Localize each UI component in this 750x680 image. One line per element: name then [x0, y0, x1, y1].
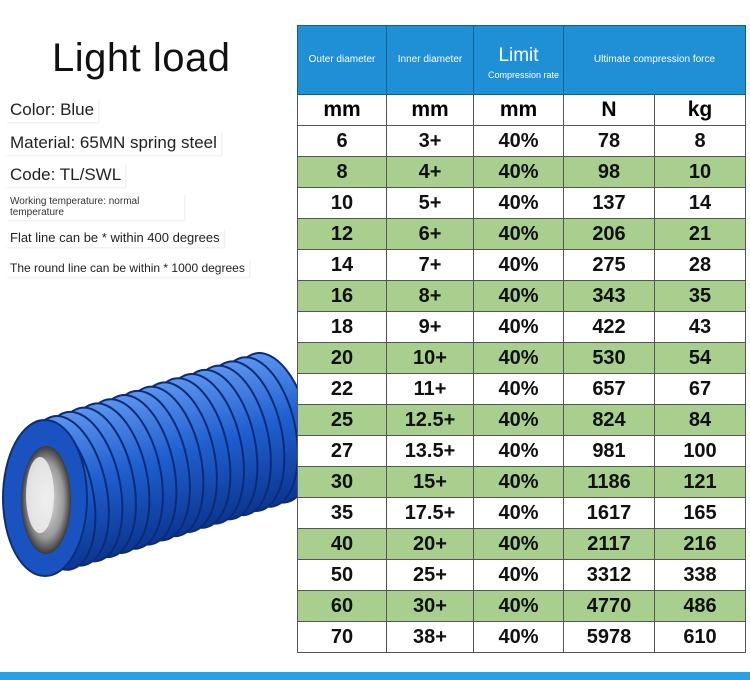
- table-cell: 43: [655, 312, 746, 343]
- table-cell: 54: [655, 343, 746, 374]
- page-title: Light load: [52, 36, 231, 80]
- table-cell: 60: [298, 591, 387, 622]
- spec-material: Material: 65MN spring steel: [6, 131, 221, 155]
- table-row: [298, 157, 746, 188]
- table-row: [298, 281, 746, 312]
- table-cell: 206: [564, 219, 655, 250]
- table-row: [298, 498, 746, 529]
- spec-code: Code: TL/SWL: [6, 163, 125, 187]
- table-cell: 16: [298, 281, 387, 312]
- table-cell: 40%: [474, 374, 564, 405]
- header-ultimate-force: Ultimate compression force: [564, 26, 746, 95]
- table-row: [298, 622, 746, 653]
- table-cell: 343: [564, 281, 655, 312]
- table-cell: 4770: [564, 591, 655, 622]
- table-cell: 8: [298, 157, 387, 188]
- unit-cell: N: [564, 95, 655, 126]
- table-cell: 422: [564, 312, 655, 343]
- table-row: [298, 250, 746, 281]
- table-cell: 40%: [474, 126, 564, 157]
- table-cell: 824: [564, 405, 655, 436]
- table-cell: 530: [564, 343, 655, 374]
- table-row: [298, 312, 746, 343]
- table-row: [298, 405, 746, 436]
- table-cell: 28: [655, 250, 746, 281]
- table-cell: 981: [564, 436, 655, 467]
- table-cell: 7+: [387, 250, 474, 281]
- table-cell: 2117: [564, 529, 655, 560]
- table-cell: 20: [298, 343, 387, 374]
- table-cell: 40%: [474, 250, 564, 281]
- table-cell: 275: [564, 250, 655, 281]
- spec-round-line: The round line can be within * 1000 degrees: [6, 259, 249, 277]
- spec-working-temperature: Working temperature: normal temperature: [6, 194, 184, 220]
- blue-spring-icon: [0, 330, 300, 590]
- table-cell: 67: [655, 374, 746, 405]
- spec-flat-line: Flat line can be * within 400 degrees: [6, 228, 224, 247]
- table-cell: 121: [655, 467, 746, 498]
- table-cell: 14: [655, 188, 746, 219]
- table-cell: 13.5+: [387, 436, 474, 467]
- table-cell: 5978: [564, 622, 655, 653]
- table-cell: 216: [655, 529, 746, 560]
- header-limit: [474, 26, 564, 95]
- unit-cell: kg: [655, 95, 746, 126]
- table-cell: 40%: [474, 436, 564, 467]
- table-cell: 35: [298, 498, 387, 529]
- spring-image: [0, 330, 300, 590]
- table-cell: 40%: [474, 529, 564, 560]
- table-cell: 17.5+: [387, 498, 474, 529]
- table-row: [298, 467, 746, 498]
- table-cell: 610: [655, 622, 746, 653]
- units-row: [298, 95, 746, 126]
- table-cell: 40%: [474, 467, 564, 498]
- table-row: [298, 591, 746, 622]
- table-cell: 22: [298, 374, 387, 405]
- table-header-row: [298, 26, 746, 95]
- table-cell: 8+: [387, 281, 474, 312]
- bottom-bar: [0, 672, 750, 680]
- table-cell: 10: [298, 188, 387, 219]
- table-cell: 40%: [474, 281, 564, 312]
- table-cell: 98: [564, 157, 655, 188]
- table-row: [298, 436, 746, 467]
- table-cell: 70: [298, 622, 387, 653]
- table-cell: 50: [298, 560, 387, 591]
- table-cell: 25+: [387, 560, 474, 591]
- table-cell: 1186: [564, 467, 655, 498]
- table-cell: 486: [655, 591, 746, 622]
- table-cell: 40%: [474, 560, 564, 591]
- table-cell: 78: [564, 126, 655, 157]
- table-cell: 25: [298, 405, 387, 436]
- table-cell: 3312: [564, 560, 655, 591]
- table-cell: 35: [655, 281, 746, 312]
- table-cell: 12.5+: [387, 405, 474, 436]
- table-cell: 20+: [387, 529, 474, 560]
- table-row: [298, 560, 746, 591]
- table-cell: 165: [655, 498, 746, 529]
- spec-color: Color: Blue: [6, 98, 98, 122]
- table-cell: 84: [655, 405, 746, 436]
- table-cell: 40%: [474, 188, 564, 219]
- table-cell: 100: [655, 436, 746, 467]
- table-cell: 15+: [387, 467, 474, 498]
- table-cell: 30+: [387, 591, 474, 622]
- table-cell: 10+: [387, 343, 474, 374]
- table-cell: 18: [298, 312, 387, 343]
- unit-cell: mm: [474, 95, 564, 126]
- table-row: [298, 529, 746, 560]
- table-cell: 40%: [474, 405, 564, 436]
- table-row: [298, 219, 746, 250]
- unit-cell: mm: [387, 95, 474, 126]
- table-cell: 3+: [387, 126, 474, 157]
- table-cell: 40%: [474, 343, 564, 374]
- table-cell: 6+: [387, 219, 474, 250]
- table-cell: 40%: [474, 312, 564, 343]
- table-cell: 6: [298, 126, 387, 157]
- header-inner-diameter: Inner diameter: [387, 26, 474, 95]
- table-cell: 657: [564, 374, 655, 405]
- table-cell: 9+: [387, 312, 474, 343]
- spring-spec-table: [297, 25, 746, 653]
- table-cell: 12: [298, 219, 387, 250]
- table-row: [298, 374, 746, 405]
- table-cell: 1617: [564, 498, 655, 529]
- table-cell: 40%: [474, 498, 564, 529]
- table-cell: 4+: [387, 157, 474, 188]
- table-row: [298, 188, 746, 219]
- table-cell: 40%: [474, 157, 564, 188]
- table-cell: 38+: [387, 622, 474, 653]
- table-cell: 10: [655, 157, 746, 188]
- table-cell: 40%: [474, 219, 564, 250]
- table-cell: 40%: [474, 591, 564, 622]
- table-cell: 5+: [387, 188, 474, 219]
- table-cell: 21: [655, 219, 746, 250]
- table-row: [298, 343, 746, 374]
- table-cell: 27: [298, 436, 387, 467]
- table-row: [298, 126, 746, 157]
- table-cell: 40%: [474, 622, 564, 653]
- header-outer-diameter: Outer diameter: [298, 26, 387, 95]
- table-cell: 40: [298, 529, 387, 560]
- unit-cell: mm: [298, 95, 387, 126]
- header-compression-rate: Compression rate: [488, 69, 560, 80]
- table-cell: 8: [655, 126, 746, 157]
- table-cell: 30: [298, 467, 387, 498]
- table-cell: 338: [655, 560, 746, 591]
- table-cell: 14: [298, 250, 387, 281]
- table-cell: 137: [564, 188, 655, 219]
- table-cell: 11+: [387, 374, 474, 405]
- header-limit-label: Limit: [498, 44, 539, 66]
